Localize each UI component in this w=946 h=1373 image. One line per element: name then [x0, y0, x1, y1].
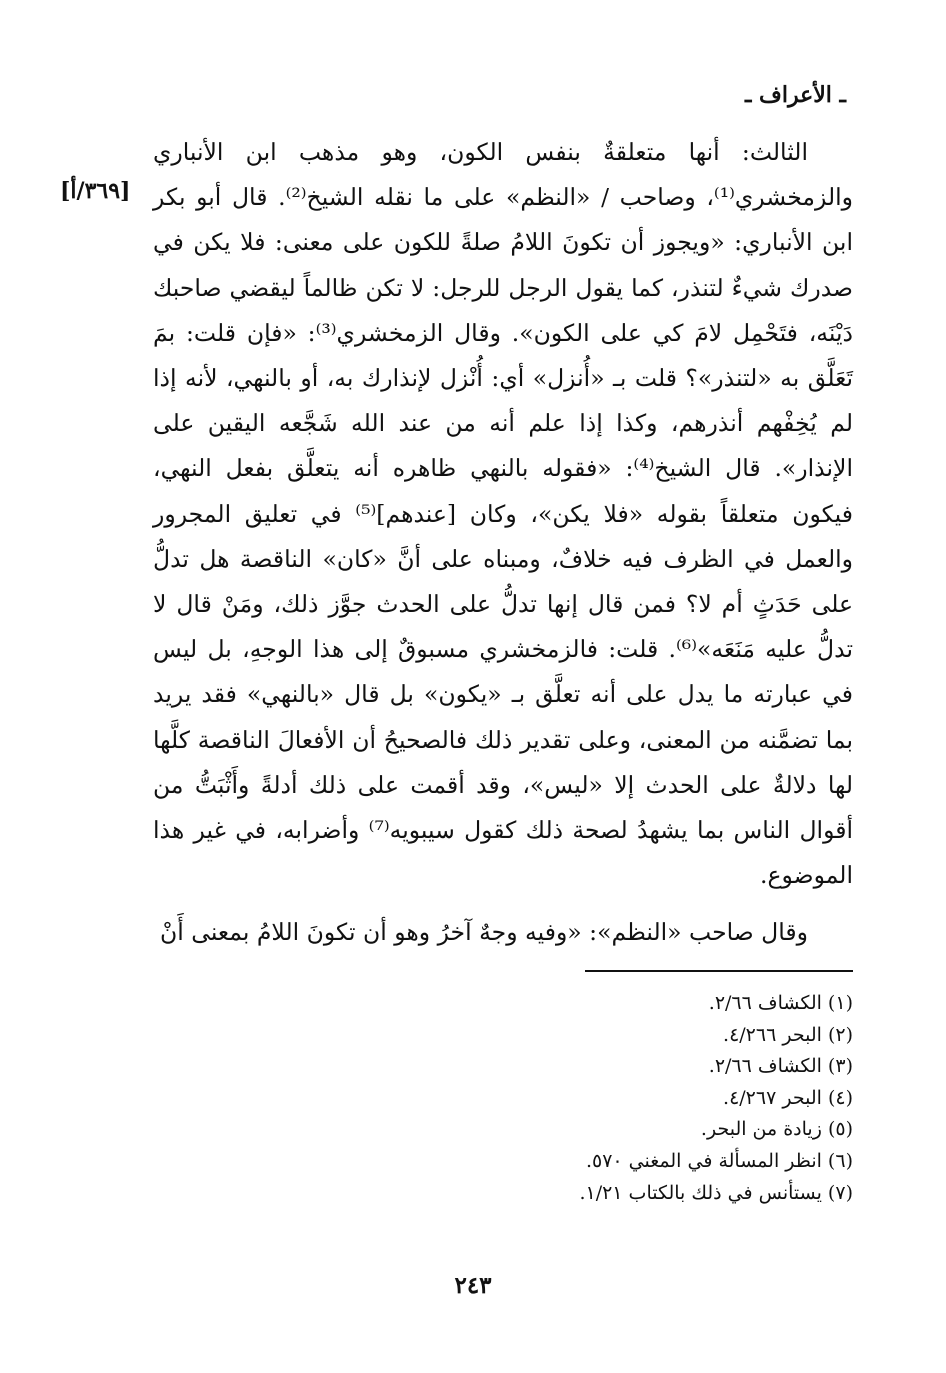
main-text	[153, 130, 853, 956]
footnotes-list	[433, 988, 853, 1209]
paragraph-1: الثالث: أنها متعلقةٌ بنفس الكون، وهو مذهب ابن الأنباري والزمخشري⁽¹⁾، وصاحب / «النظم» على ما نقله الشيخ⁽²⁾. قال أبو بكر ابن الأنباري: «ويجوز أن تكونَ اللامُ صلةً للكون على معنى: فلا يكن في صدرك شيءٌ لتنذر، كما يقول الرجل للرجل: لا تكن ظالماً ليقضي صاحبك دَيْنَه، فتَحْمِل لامَ كي على الكون». وقال الزمخشري⁽³⁾: «فإن قلت: بمَ تَعَلَّق به «لتنذر»؟ قلت بـ «أُنزل» أي: أُنْزل لإنذارك به، أو بالنهي، لأنه إذا لم يُخِفْهم أنذرهم، وكذا إذا علم أنه من عند الله شَجَّعه اليقين على الإنذار». قال الشيخ⁽⁴⁾: «فقوله بالنهي ظاهره أنه يتعلَّق بفعل النهي، فيكون متعلقاً بقوله «فلا يكن»، وكان [عندهم]⁽⁵⁾ في تعليق المجرور والعمل في الظرف فيه خلافٌ، ومبناه على أنَّ «كان» الناقصة هل تدلُّ على حَدَثٍ أم لا؟ فمن قال إنها تدلُّ على الحدث جوَّز ذلك، ومَنْ قال لا تدلُّ عليه مَنَعَه»⁽⁶⁾. قلت: فالزمخشري مسبوقٌ إلى هذا الوجهِ، بل ليس في عبارته ما يدل على أنه تعلَّق بـ «يكون» بل قال «بالنهي» فقد يريد بما تضمَّنه من المعنى، وعلى تقدير ذلك فالصحيحُ أن الأفعالَ الناقصة كلَّها لها دلالةٌ على الحدث إلا «ليس»، وقد أقمت على ذلك أدلةً وأَثْبَتُّ من أقوال الناس بما يشهدُ لصحة ذلك كقول سيبويه⁽⁷⁾ وأضرابه، في غير هذا الموضوع.	[153, 138, 853, 890]
page-number: ٢٤٣	[454, 1272, 492, 1299]
footnote-6: (٦) انظر المسألة في المغني ٥٧٠.	[585, 1149, 853, 1172]
footnote-5: (٥) زيادة من البحر.	[700, 1118, 853, 1141]
footnote-4: (٤) البحر ٤/٢٦٧.	[723, 1086, 853, 1109]
running-header: ـ الأعراف ـ	[744, 82, 846, 108]
footnote-2: (٢) البحر ٤/٢٦٦.	[723, 1023, 853, 1046]
footnote-3: (٣) الكشاف ٢/٦٦.	[708, 1055, 853, 1078]
footnote-1: (١) الكشاف ٢/٦٦.	[708, 992, 853, 1014]
footnote-separator	[585, 970, 853, 972]
footnote-7: (٧) يستأنس في ذلك بالكتاب ١/٢١.	[579, 1181, 853, 1204]
manuscript-folio-marker: [٣٦٩/أ]	[60, 178, 131, 204]
paragraph-2: وقال صاحب «النظم»: «وفيه وجهٌ آخرُ وهو أن تكونَ اللامُ بمعنى أَنْ	[160, 918, 808, 947]
